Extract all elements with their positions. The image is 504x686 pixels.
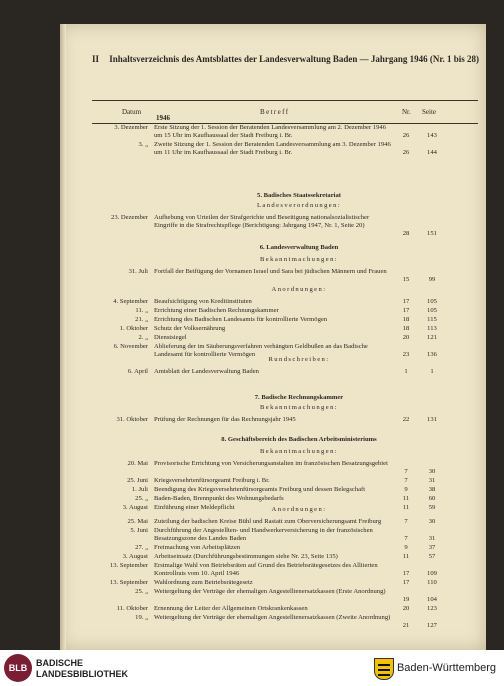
header-title: Inhaltsverzeichnis des Amtsblattes der Landesverwaltung Baden — Jahrgang 1946 (Nr. 1 bis 28)	[109, 54, 480, 64]
bw-label: Baden-Württemberg	[396, 662, 496, 674]
entry-page: 113	[427, 325, 437, 332]
entry-page: 31	[428, 535, 436, 542]
entry-page: 30	[428, 468, 436, 475]
entry-page: 30	[428, 518, 436, 525]
entry-page: 109	[427, 570, 437, 577]
entry-date: 19. „	[135, 614, 148, 621]
entry-subject: Prüfung der Rechnungen für das Rechnungsjahr 1945	[154, 416, 296, 423]
entry-page: 144	[427, 149, 437, 156]
section-heading: 5. Badisches Staatssekretariat	[257, 192, 341, 199]
entry-issue-nr: 7	[404, 535, 408, 542]
entry-subject: Arbeitseinsatz (Durchführungsbestimmungen siehe Nr. 23, Seite 135)	[154, 553, 338, 560]
entry-subject: Zweite Sitzung der 1. Session der Beratenden Landesversammlung am 3. Dezember 1946 um 11 Uhr im Kaufhaussaal der Stadt Freiburg i. Br.	[154, 141, 391, 156]
entry-page: 31	[428, 477, 436, 484]
entry-subject: Einführung einer Meldepflicht	[154, 504, 235, 511]
entry-issue-nr: 26	[402, 149, 410, 156]
entry-subject: Errichtung einer Badischen Rechnungskammer	[154, 307, 279, 314]
entry-subject: Durchführung der Angestellten- und Handwerkerversicherung in der französischen Besatzungszone des Landes Baden	[154, 527, 373, 542]
entry-page: 105	[427, 307, 437, 314]
entry-issue-nr: 17	[402, 298, 410, 305]
subsection-heading: Bekanntmachungen:	[260, 404, 338, 411]
col-nr: Nr.	[402, 108, 411, 116]
entry-date: 23. Dezember	[111, 214, 148, 221]
entry-date: 25. Juni	[127, 477, 148, 484]
entry-date: 25. Mai	[127, 518, 148, 525]
entry-issue-nr: 17	[402, 570, 410, 577]
entry-subject: Weitergeltung der Verträge der ehemaligen Angestelltenersatzkassen (Zweite Anordnung)	[154, 614, 391, 621]
subsection-heading: Anordnungen:	[271, 506, 327, 513]
bw-crest-icon	[374, 658, 394, 680]
entry-page: 131	[427, 416, 437, 423]
entry-issue-nr: 7	[404, 518, 408, 525]
entry-subject: Erste Sitzung der 1. Session der Beratenden Landesversammlung am 2. Dezember 1946 um 15 Uhr im Kaufhaussaal der Stadt Freiburg i. Br.	[154, 124, 386, 139]
entry-page: 57	[428, 553, 436, 560]
entry-issue-nr: 1	[404, 368, 408, 375]
entry-subject: Kriegsversehrtenfürsorgeamt Freiburg i. Br.	[154, 477, 270, 484]
entry-subject: Amtsblatt der Landesverwaltung Baden	[154, 368, 259, 375]
subsection-heading: Bekanntmachungen:	[260, 448, 338, 455]
blb-line1: BADISCHE	[36, 658, 84, 668]
entry-issue-nr: 11	[402, 495, 410, 502]
entry-issue-nr: 19	[402, 596, 410, 603]
entry-page: 115	[427, 316, 437, 323]
entry-issue-nr: 17	[402, 307, 410, 314]
entry-subject: Ablieferung der im Säuberungsverfahren verhängten Geldbußen an das Badische Landesamt für kontrollierte Vermögen	[154, 343, 368, 358]
entry-page: 60	[428, 495, 436, 502]
entry-subject: Fortfall der Beifügung der Vornamen Israel und Sara bei jüdischen Männern und Frauen	[154, 268, 387, 275]
entry-date: 20. Mai	[127, 460, 148, 467]
entry-issue-nr: 23	[402, 351, 410, 358]
entry-date: 27. „	[135, 544, 148, 551]
subsection-heading: Rundschreiben:	[268, 356, 330, 363]
entry-date: 31. Oktober	[116, 416, 148, 423]
entry-subject: Dienstsiegel	[154, 334, 187, 341]
page-header	[92, 54, 479, 64]
entry-page: 59	[428, 504, 436, 511]
entry-page: 1	[430, 368, 434, 375]
entry-subject: Beaufsichtigung von Kreditinstituten	[154, 298, 252, 305]
entry-subject: Schutz der Volksernährung	[154, 325, 226, 332]
entry-page: 123	[427, 605, 437, 612]
subsection-heading: Landesverordnungen:	[256, 202, 342, 209]
entry-page: 104	[427, 596, 437, 603]
entry-subject: Aufhebung von Urteilen der Strafgerichte und Beseitigung nationalsozialistischer Eingriffe in die Strafrechtspflege (Berichtigung: Jahrgang 1947, Nr. 1, Seite 20)	[154, 214, 370, 229]
entry-page: 121	[427, 334, 437, 341]
footer-bar	[0, 650, 504, 686]
entry-subject: Ernennung der Leiter der Allgemeinen Ortskrankenkassen	[154, 605, 308, 612]
entry-issue-nr: 17	[402, 579, 410, 586]
entry-date: 1. Juli	[131, 486, 148, 493]
entry-date: 3. August	[122, 504, 148, 511]
entry-date: 1. Oktober	[119, 325, 148, 332]
entry-issue-nr: 7	[404, 468, 408, 475]
entry-date: 31. Juli	[128, 268, 148, 275]
entry-date: 11. „	[135, 307, 148, 314]
entry-page: 127	[427, 622, 437, 629]
subsection-heading: Anordnungen:	[271, 286, 327, 293]
page-number: II	[92, 54, 100, 64]
col-subject: Betreff	[260, 108, 290, 116]
col-date: Datum	[122, 108, 142, 116]
blb-name	[36, 658, 128, 680]
subsection-heading: Bekanntmachungen:	[260, 256, 338, 263]
entry-date: 6. April	[127, 368, 148, 375]
entry-issue-nr: 9	[404, 544, 408, 551]
entry-page: 37	[428, 544, 436, 551]
entry-date: 25. „	[135, 588, 148, 595]
page-fold	[60, 24, 66, 650]
entry-date: 6. November	[113, 343, 148, 350]
entry-issue-nr: 20	[402, 605, 410, 612]
entry-page: 136	[427, 351, 437, 358]
entry-date: 13. September	[109, 562, 148, 569]
entry-date: 5. Juni	[130, 527, 148, 534]
entry-subject: Erstmalige Wahl von Betriebsräten auf Grund des Betriebsrätegesetzes des Alliierten Kontrollrats vom 10. April 1946	[154, 562, 378, 577]
year-heading: 1946	[156, 114, 170, 122]
entry-issue-nr: 22	[402, 416, 410, 423]
col-page: Seite	[422, 108, 436, 116]
entry-subject: Errichtung des Badischen Landesamts für kontrollierte Vermögen	[154, 316, 328, 323]
entry-subject: Baden-Baden, Brennpunkt des Wohnungsbedarfs	[154, 495, 284, 502]
entry-date: 3. „	[138, 141, 148, 148]
entry-date: 3. August	[122, 553, 148, 560]
section-heading: 6. Landesverwaltung Baden	[259, 244, 339, 251]
section-heading: 7. Badische Rechnungskammer	[254, 394, 344, 401]
entry-issue-nr: 26	[402, 132, 410, 139]
column-header	[92, 100, 478, 124]
entry-page: 38	[428, 486, 436, 493]
entry-subject: Provisorische Errichtung von Versicherungsanstalten im französischen Besatzungsgebiet	[154, 460, 388, 467]
entry-subject: Wahlordnung zum Betriebsrätegesetz	[154, 579, 253, 586]
entry-issue-nr: 20	[402, 334, 410, 341]
entry-page: 105	[427, 298, 437, 305]
entry-date: 13. September	[109, 579, 148, 586]
entry-page: 143	[427, 132, 437, 139]
entry-date: 21. „	[135, 316, 148, 323]
entry-page: 151	[427, 230, 437, 237]
blb-logo: BLB	[4, 654, 32, 682]
entry-page: 99	[428, 276, 436, 283]
entry-date: 25. „	[135, 495, 148, 502]
entry-issue-nr: 9	[404, 486, 408, 493]
entry-date: 2. „	[138, 334, 148, 341]
entry-issue-nr: 15	[402, 276, 410, 283]
entry-issue-nr: 18	[402, 316, 410, 323]
entry-subject: Beendigung des Kriegsversehrtenfürsorgeamts Freiburg und dessen Belegschaft	[154, 486, 366, 493]
section-heading: 8. Geschäftsbereich des Badischen Arbeitsministeriums	[221, 436, 377, 443]
entry-date: 3. Dezember	[114, 124, 148, 131]
entry-issue-nr: 21	[402, 622, 410, 629]
entry-issue-nr: 11	[402, 504, 410, 511]
entry-page: 110	[427, 579, 437, 586]
entry-subject: Freimachung von Arbeitsplätzen	[154, 544, 241, 551]
entry-date: 4. September	[113, 298, 148, 305]
document-page	[60, 24, 486, 650]
entry-issue-nr: 28	[402, 230, 410, 237]
entry-subject: Zuteilung der badischen Kreise Bühl und Rastatt zum Oberversicherungsamt Freiburg	[154, 518, 382, 525]
entry-subject: Weitergeltung der Verträge der ehemaligen Angestelltenersatzkassen (Erste Anordnung)	[154, 588, 386, 595]
entry-issue-nr: 11	[402, 553, 410, 560]
entry-issue-nr: 18	[402, 325, 410, 332]
entry-date: 11. Oktober	[116, 605, 148, 612]
entry-issue-nr: 7	[404, 477, 408, 484]
blb-line2: LANDESBIBLIOTHEK	[36, 669, 128, 679]
